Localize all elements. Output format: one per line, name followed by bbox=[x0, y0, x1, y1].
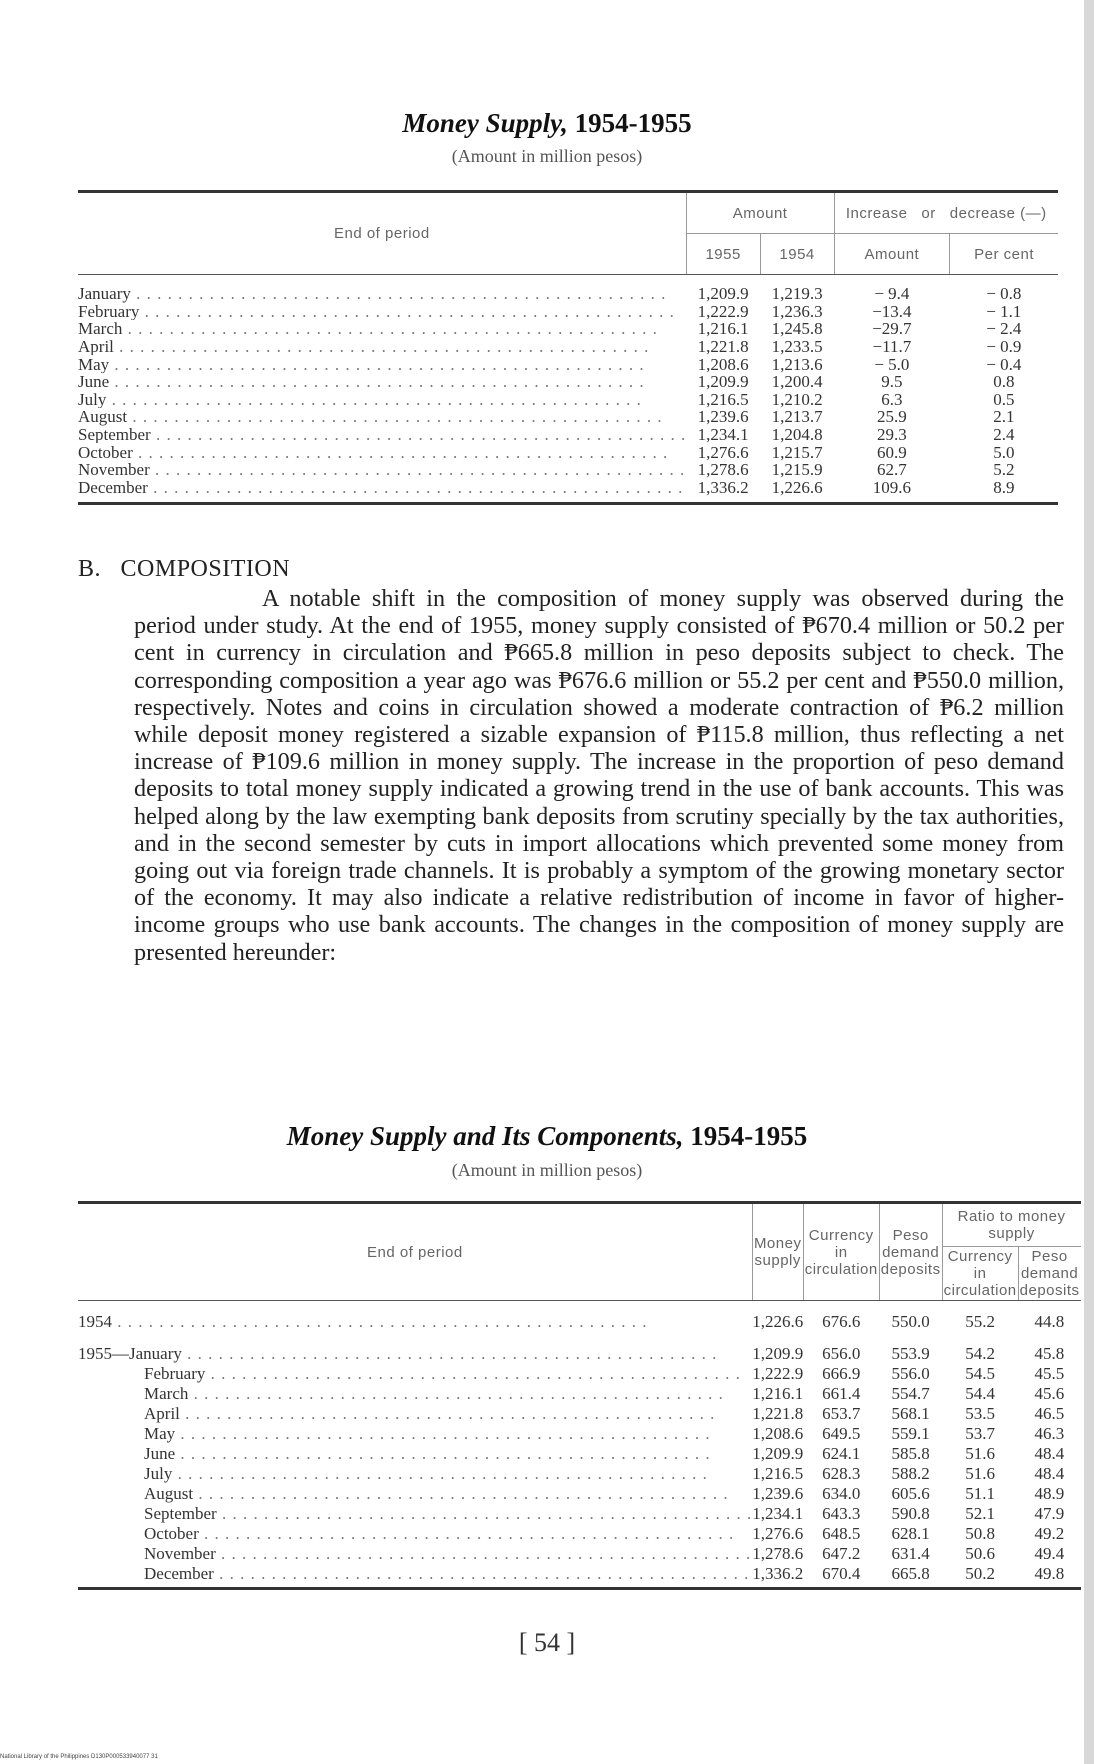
cell-r_cur: 51.6 bbox=[965, 1443, 995, 1463]
row-month bbox=[78, 408, 686, 426]
row-month-text: November bbox=[78, 460, 150, 479]
cell-pct: 2.4 bbox=[993, 425, 1015, 445]
row-month bbox=[78, 355, 686, 373]
dot-leader: . . . . . . . . . . . . . . . . . . . . . . . . . . . . . . . . . . . . . . . . . . . . . . . . . . . bbox=[109, 372, 645, 391]
cell-y1955: 1,209.9 bbox=[697, 372, 749, 392]
cell-supply: 1,222.9 bbox=[752, 1363, 804, 1383]
cell-currency: 670.4 bbox=[822, 1563, 861, 1583]
cell-y1955: 1,221.8 bbox=[697, 337, 749, 357]
row-month-text: May bbox=[78, 355, 110, 373]
spacer-row bbox=[78, 1331, 1081, 1343]
table1-title-text: Money Supply, bbox=[402, 108, 568, 138]
cell-y1955: 1,208.6 bbox=[697, 354, 749, 374]
dot-leader: . . . . . . . . . . . . . . . . . . . . . . . . . . . . . . . . . . . . . . . . . . . . . . . . . . . bbox=[213, 1563, 750, 1583]
header2-ratio-deposits: Peso demand deposits bbox=[1019, 1248, 1080, 1299]
row-label bbox=[78, 1543, 752, 1563]
cell-currency: 624.1 bbox=[822, 1443, 861, 1463]
cell-r_cur: 50.6 bbox=[965, 1543, 995, 1563]
cell-pct: 5.2 bbox=[993, 460, 1015, 480]
cell-deposits: 605.6 bbox=[891, 1483, 930, 1503]
header2-money-supply: Money supply bbox=[752, 1203, 803, 1301]
cell-supply: 1,216.5 bbox=[752, 1463, 804, 1483]
section-heading: B. COMPOSITION bbox=[78, 556, 291, 582]
table-row bbox=[78, 479, 1058, 504]
cell-pct: − 0.8 bbox=[986, 284, 1022, 304]
table2-title-text: Money Supply and Its Components, bbox=[286, 1121, 684, 1151]
cell-supply: 1,276.6 bbox=[752, 1523, 804, 1543]
cell-amt: 25.9 bbox=[876, 407, 907, 427]
row-month-text: August bbox=[78, 408, 128, 426]
row-label-text: 1955—January bbox=[78, 1343, 182, 1363]
row-label bbox=[78, 1483, 752, 1503]
dot-leader: . . . . . . . . . . . . . . . . . . . . . . . . . . . . . . . . . . . . . . . . . . . . . . . . . . . bbox=[150, 425, 687, 444]
header2-ratio-currency: Currency in circulation bbox=[943, 1248, 1017, 1299]
row-month-text: February bbox=[78, 302, 140, 321]
cell-deposits: 559.1 bbox=[891, 1423, 930, 1443]
row-label bbox=[78, 1523, 752, 1543]
footer-credit: National Library of the Philippines D130P000533940077 31 bbox=[0, 1754, 158, 1760]
cell-amt: 29.3 bbox=[876, 425, 907, 445]
cell-y1955: 1,216.5 bbox=[697, 389, 749, 409]
dot-leader: . . . . . . . . . . . . . . . . . . . . . . . . . . . . . . . . . . . . . . . . . . . . . . . . . . . bbox=[188, 1383, 724, 1403]
row-month bbox=[78, 275, 686, 303]
cell-pct: 0.8 bbox=[993, 372, 1015, 392]
row-month bbox=[78, 443, 686, 461]
money-supply-components-table bbox=[78, 1201, 1081, 1590]
row-month-text: July bbox=[78, 390, 107, 409]
cell-pct: 8.9 bbox=[993, 477, 1015, 497]
dot-leader: . . . . . . . . . . . . . . . . . . . . . . . . . . . . . . . . . . . . . . . . . . . . . . . . . . . bbox=[149, 460, 686, 479]
cell-deposits: 588.2 bbox=[891, 1463, 930, 1483]
cell-amt: 6.3 bbox=[881, 389, 903, 409]
table-row bbox=[78, 1463, 1081, 1483]
cell-r_dep: 47.9 bbox=[1034, 1503, 1065, 1523]
cell-r_cur: 54.2 bbox=[965, 1343, 995, 1363]
table-row bbox=[78, 1543, 1081, 1563]
header-1955: 1955 bbox=[686, 234, 760, 275]
cell-r_cur: 51.6 bbox=[965, 1463, 995, 1483]
table-row bbox=[78, 1503, 1081, 1523]
cell-r_dep: 46.3 bbox=[1034, 1423, 1065, 1443]
cell-y1955: 1,216.1 bbox=[697, 319, 749, 339]
dot-leader: . . . . . . . . . . . . . . . . . . . . . . . . . . . . . . . . . . . . . . . . . . . . . . . . . . . bbox=[109, 355, 645, 373]
cell-r_dep: 49.8 bbox=[1034, 1563, 1065, 1583]
table-row bbox=[78, 355, 1058, 373]
cell-supply: 1,226.6 bbox=[752, 1311, 804, 1331]
table-row bbox=[78, 391, 1058, 409]
table2-title bbox=[0, 1121, 1094, 1152]
table-row-1954 bbox=[78, 1301, 1081, 1332]
cell-r_dep: 45.6 bbox=[1034, 1383, 1065, 1403]
cell-y1955: 1,336.2 bbox=[697, 477, 749, 497]
dot-leader: . . . . . . . . . . . . . . . . . . . . . . . . . . . . . . . . . . . . . . . . . . . . . . . . . . . bbox=[147, 478, 684, 497]
cell-y1954: 1,219.3 bbox=[771, 284, 823, 304]
cell-y1955: 1,209.9 bbox=[697, 284, 749, 304]
row-label bbox=[78, 1463, 752, 1483]
table-row bbox=[78, 443, 1058, 461]
row-label bbox=[78, 1423, 752, 1443]
cell-deposits: 556.0 bbox=[891, 1363, 930, 1383]
row-month-text: June bbox=[78, 372, 110, 391]
table-row bbox=[78, 1443, 1081, 1463]
composition-paragraph bbox=[134, 585, 1064, 966]
cell-r_cur: 50.2 bbox=[965, 1563, 995, 1583]
cell-pct: 0.5 bbox=[993, 389, 1015, 409]
table-row bbox=[78, 1563, 1081, 1589]
dot-leader: . . . . . . . . . . . . . . . . . . . . . . . . . . . . . . . . . . . . . . . . . . . . . . . . . . . bbox=[175, 1443, 711, 1463]
cell-currency: 653.7 bbox=[822, 1403, 861, 1423]
cell-currency: 647.2 bbox=[822, 1543, 861, 1563]
cell-amt: −13.4 bbox=[872, 301, 912, 321]
cell-amt: −29.7 bbox=[872, 319, 912, 339]
cell-amt: 9.5 bbox=[881, 372, 903, 392]
cell-currency: 649.5 bbox=[822, 1423, 861, 1443]
header-change-amount: Amount bbox=[834, 234, 950, 275]
row-label bbox=[78, 1383, 752, 1403]
row-month-text: October bbox=[78, 443, 133, 461]
table-row bbox=[78, 320, 1058, 338]
cell-y1954: 1,215.7 bbox=[771, 442, 823, 462]
cell-currency: 628.3 bbox=[822, 1463, 861, 1483]
row-label bbox=[78, 1403, 752, 1423]
row-month bbox=[78, 373, 686, 391]
cell-currency: 643.3 bbox=[822, 1503, 861, 1523]
row-label-text: July bbox=[144, 1463, 173, 1483]
row-month bbox=[78, 320, 686, 338]
cell-y1954: 1,226.6 bbox=[771, 477, 823, 497]
row-label-text: March bbox=[144, 1383, 189, 1403]
cell-amt: −11.7 bbox=[872, 337, 912, 357]
cell-deposits: 590.8 bbox=[891, 1503, 930, 1523]
cell-y1954: 1,215.9 bbox=[771, 460, 823, 480]
cell-currency: 648.5 bbox=[822, 1523, 861, 1543]
cell-y1954: 1,213.6 bbox=[771, 354, 823, 374]
cell-currency: 656.0 bbox=[822, 1343, 861, 1363]
row-label-text: November bbox=[144, 1543, 216, 1563]
row-label-text: September bbox=[144, 1503, 217, 1523]
row-month-text: December bbox=[78, 478, 148, 497]
cell-r_dep: 48.9 bbox=[1034, 1483, 1065, 1503]
page-edge-shadow bbox=[1084, 0, 1094, 1764]
row-month bbox=[78, 303, 686, 321]
cell-pct: 5.0 bbox=[993, 442, 1015, 462]
cell-amt: 109.6 bbox=[872, 477, 911, 497]
cell-amt: 62.7 bbox=[876, 460, 907, 480]
cell-deposits: 568.1 bbox=[891, 1403, 930, 1423]
table-row bbox=[78, 275, 1058, 303]
cell-supply: 1,216.1 bbox=[752, 1383, 804, 1403]
cell-y1955: 1,278.6 bbox=[697, 460, 749, 480]
cell-deposits: 631.4 bbox=[891, 1543, 930, 1563]
cell-supply: 1,209.9 bbox=[752, 1443, 804, 1463]
cell-amt: 60.9 bbox=[876, 442, 907, 462]
row-label-text: May bbox=[144, 1423, 176, 1443]
row-month bbox=[78, 461, 686, 479]
cell-amt: − 5.0 bbox=[874, 354, 910, 374]
table-row bbox=[78, 1343, 1081, 1363]
row-label-text: April bbox=[144, 1403, 180, 1423]
row-month bbox=[78, 479, 686, 504]
table-row bbox=[78, 461, 1058, 479]
cell-y1954: 1,213.7 bbox=[771, 407, 823, 427]
cell-r_dep: 49.2 bbox=[1034, 1523, 1065, 1543]
row-label-text: December bbox=[144, 1563, 214, 1583]
dot-leader: . . . . . . . . . . . . . . . . . . . . . . . . . . . . . . . . . . . . . . . . . . . . . . . . . . . bbox=[127, 408, 663, 426]
cell-y1955: 1,276.6 bbox=[697, 442, 749, 462]
cell-supply: 1,221.8 bbox=[752, 1403, 804, 1423]
header-amount: Amount bbox=[686, 192, 834, 234]
table-row bbox=[78, 1363, 1081, 1383]
row-month-text: April bbox=[78, 337, 114, 356]
table2-title-years: 1954-1955 bbox=[690, 1121, 808, 1151]
cell-currency: 666.9 bbox=[822, 1363, 861, 1383]
table-row bbox=[78, 373, 1058, 391]
dot-leader: . . . . . . . . . . . . . . . . . . . . . . . . . . . . . . . . . . . . . . . . . . . . . . . . . . . bbox=[215, 1543, 752, 1563]
row-month-text: September bbox=[78, 425, 151, 444]
cell-r_dep: 45.5 bbox=[1034, 1363, 1065, 1383]
cell-pct: − 0.9 bbox=[986, 337, 1022, 357]
table-row bbox=[78, 408, 1058, 426]
header-end-of-period: End of period bbox=[78, 192, 686, 275]
row-month-text: March bbox=[78, 320, 123, 338]
cell-y1954: 1,245.8 bbox=[771, 319, 823, 339]
composition-paragraph-text: A notable shift in the composition of money supply was observed during the period under study. At the end of 1955, money supply consisted of ₱670.4 million or 50.2 per cent in currency in circulation and ₱665.8 million in peso deposits subject to check. The corresponding composition a year ago was ₱676.6 million or 55.2 per cent and ₱550.0 million, respectively. Notes and coins in circulation showed a moderate contraction of ₱6.2 million while deposit money registered a sizable expansion of ₱115.8 million, thus reflecting a net increase of ₱109.6 million in money supply. The increase in the proportion of peso demand deposits to total money supply indicated a growing trend in the use of bank accounts. This was helped along by the law exempting bank deposits from scrutiny specially by the tax authorities, and in the second semester by cuts in import allocations which prevented some money from going out via foreign trade channels. It is probably a symptom of the growing monetary sector of the economy. It may also indicate a relative redistribution of income in favor of higher-income groups who use bank accounts. The changes in the composition of money supply are presented hereunder: bbox=[134, 585, 1064, 966]
cell-deposits: 553.9 bbox=[891, 1343, 930, 1363]
cell-r_cur: 54.5 bbox=[965, 1363, 995, 1383]
table1-title-years: 1954-1955 bbox=[574, 108, 692, 138]
cell-y1954: 1,233.5 bbox=[771, 337, 823, 357]
dot-leader: . . . . . . . . . . . . . . . . . . . . . . . . . . . . . . . . . . . . . . . . . . . . . . . . . . . bbox=[106, 390, 642, 409]
cell-currency: 676.6 bbox=[822, 1311, 861, 1331]
dot-leader: . . . . . . . . . . . . . . . . . . . . . . . . . . . . . . . . . . . . . . . . . . . . . . . . . . . bbox=[139, 302, 675, 321]
spacer-cell bbox=[78, 1331, 1081, 1343]
table-row bbox=[78, 303, 1058, 321]
cell-deposits: 628.1 bbox=[891, 1523, 930, 1543]
dot-leader: . . . . . . . . . . . . . . . . . . . . . . . . . . . . . . . . . . . . . . . . . . . . . . . . . . . bbox=[193, 1483, 729, 1503]
header2-currency: Currency in circulation bbox=[803, 1203, 879, 1301]
row-label-text: August bbox=[144, 1483, 194, 1503]
cell-supply: 1,278.6 bbox=[752, 1543, 804, 1563]
cell-r_dep: 48.4 bbox=[1034, 1463, 1065, 1483]
row-label-text: 1954 bbox=[78, 1311, 112, 1331]
money-supply-table bbox=[78, 190, 1058, 505]
cell-y1954: 1,200.4 bbox=[771, 372, 823, 392]
dot-leader: . . . . . . . . . . . . . . . . . . . . . . . . . . . . . . . . . . . . . . . . . . . . . . . . . . . bbox=[175, 1423, 711, 1443]
dot-leader: . . . . . . . . . . . . . . . . . . . . . . . . . . . . . . . . . . . . . . . . . . . . . . . . . . . bbox=[113, 337, 650, 356]
cell-r_dep: 48.4 bbox=[1034, 1443, 1065, 1463]
cell-supply: 1,208.6 bbox=[752, 1423, 804, 1443]
row-month bbox=[78, 338, 686, 356]
row-month bbox=[78, 391, 686, 409]
table-row bbox=[78, 1523, 1081, 1543]
cell-supply: 1,336.2 bbox=[752, 1563, 804, 1583]
cell-y1955: 1,234.1 bbox=[697, 425, 749, 445]
dot-leader: . . . . . . . . . . . . . . . . . . . . . . . . . . . . . . . . . . . . . . . . . . . . . . . . . . . bbox=[112, 1311, 648, 1331]
table-row bbox=[78, 426, 1058, 444]
cell-r_cur: 53.5 bbox=[965, 1403, 995, 1423]
row-label-text: June bbox=[144, 1443, 176, 1463]
cell-r_cur: 50.8 bbox=[965, 1523, 995, 1543]
cell-y1954: 1,204.8 bbox=[771, 425, 823, 445]
cell-pct: − 0.4 bbox=[986, 354, 1022, 374]
page-number: [ 54 ] bbox=[518, 1628, 576, 1657]
dot-leader: . . . . . . . . . . . . . . . . . . . . . . . . . . . . . . . . . . . . . . . . . . . . . . . . . . . bbox=[130, 284, 667, 303]
cell-supply: 1,239.6 bbox=[752, 1483, 804, 1503]
cell-deposits: 585.8 bbox=[891, 1443, 930, 1463]
cell-y1954: 1,236.3 bbox=[771, 301, 823, 321]
cell-r_dep: 49.4 bbox=[1034, 1543, 1065, 1563]
dot-leader: . . . . . . . . . . . . . . . . . . . . . . . . . . . . . . . . . . . . . . . . . . . . . . . . . . . bbox=[205, 1363, 741, 1383]
cell-currency: 634.0 bbox=[822, 1483, 861, 1503]
cell-pct: − 2.4 bbox=[986, 319, 1022, 339]
row-label-text: October bbox=[144, 1523, 199, 1543]
table-row bbox=[78, 1403, 1081, 1423]
row-label bbox=[78, 1301, 752, 1332]
row-month bbox=[78, 426, 686, 444]
header-increase-decrease: Increase or decrease (—) bbox=[834, 192, 1058, 234]
header-change-percent: Per cent bbox=[950, 234, 1058, 275]
cell-pct: − 1.1 bbox=[986, 301, 1022, 321]
cell-deposits: 554.7 bbox=[891, 1383, 930, 1403]
table2-subtitle: (Amount in million pesos) bbox=[451, 1160, 643, 1180]
cell-r_dep: 45.8 bbox=[1034, 1343, 1065, 1363]
cell-y1955: 1,239.6 bbox=[697, 407, 749, 427]
dot-leader: . . . . . . . . . . . . . . . . . . . . . . . . . . . . . . . . . . . . . . . . . . . . . . . . . . . bbox=[216, 1503, 753, 1523]
cell-r_cur: 51.1 bbox=[965, 1483, 995, 1503]
row-label bbox=[78, 1343, 752, 1363]
cell-r_dep: 46.5 bbox=[1034, 1403, 1065, 1423]
cell-pct: 2.1 bbox=[993, 407, 1015, 427]
table1-title bbox=[0, 108, 1094, 139]
row-label bbox=[78, 1443, 752, 1463]
cell-r_cur: 52.1 bbox=[965, 1503, 995, 1523]
cell-y1954: 1,210.2 bbox=[771, 389, 823, 409]
dot-leader: . . . . . . . . . . . . . . . . . . . . . . . . . . . . . . . . . . . . . . . . . . . . . . . . . . . bbox=[172, 1463, 708, 1483]
cell-deposits: 665.8 bbox=[891, 1563, 930, 1583]
row-label bbox=[78, 1363, 752, 1383]
cell-r_cur: 55.2 bbox=[965, 1311, 995, 1331]
cell-amt: − 9.4 bbox=[874, 284, 910, 304]
dot-leader: . . . . . . . . . . . . . . . . . . . . . . . . . . . . . . . . . . . . . . . . . . . . . . . . . . . bbox=[132, 443, 669, 461]
header2-deposits: Peso demand deposits bbox=[879, 1203, 942, 1301]
header2-end-of-period: End of period bbox=[78, 1203, 752, 1301]
dot-leader: . . . . . . . . . . . . . . . . . . . . . . . . . . . . . . . . . . . . . . . . . . . . . . . . . . . bbox=[181, 1343, 718, 1363]
table-row bbox=[78, 1483, 1081, 1503]
dot-leader: . . . . . . . . . . . . . . . . . . . . . . . . . . . . . . . . . . . . . . . . . . . . . . . . . . . bbox=[122, 320, 658, 338]
table-row bbox=[78, 1423, 1081, 1443]
row-label bbox=[78, 1563, 752, 1589]
dot-leader: . . . . . . . . . . . . . . . . . . . . . . . . . . . . . . . . . . . . . . . . . . . . . . . . . . . bbox=[198, 1523, 735, 1543]
cell-supply: 1,234.1 bbox=[752, 1503, 804, 1523]
row-month-text: January bbox=[78, 284, 131, 303]
dot-leader: . . . . . . . . . . . . . . . . . . . . . . . . . . . . . . . . . . . . . . . . . . . . . . . . . . . bbox=[179, 1403, 716, 1423]
cell-supply: 1,209.9 bbox=[752, 1343, 804, 1363]
cell-r_cur: 53.7 bbox=[965, 1423, 995, 1443]
table-row bbox=[78, 1383, 1081, 1403]
cell-r_cur: 54.4 bbox=[965, 1383, 995, 1403]
row-label-text: February bbox=[144, 1363, 206, 1383]
row-label bbox=[78, 1503, 752, 1523]
table-row bbox=[78, 338, 1058, 356]
table1-subtitle: (Amount in million pesos) bbox=[451, 146, 643, 166]
cell-deposits: 550.0 bbox=[891, 1311, 930, 1331]
header-1954: 1954 bbox=[760, 234, 834, 275]
cell-r_dep: 44.8 bbox=[1034, 1311, 1065, 1331]
cell-currency: 661.4 bbox=[822, 1383, 861, 1403]
cell-y1955: 1,222.9 bbox=[697, 301, 749, 321]
header2-ratio: Ratio to money supply bbox=[942, 1203, 1080, 1247]
